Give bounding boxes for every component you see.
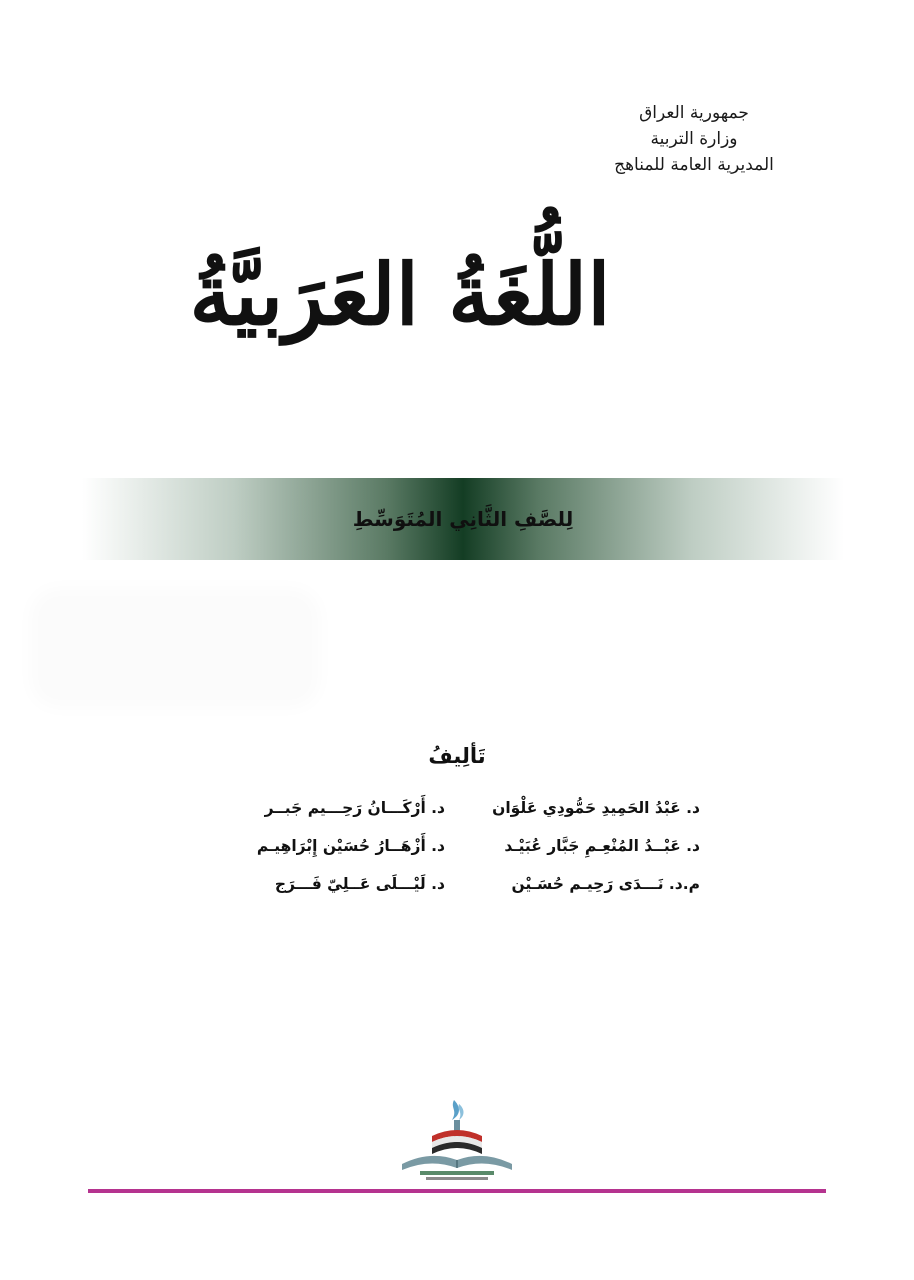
country-name: جمهورية العراق <box>639 103 749 123</box>
authors-list <box>220 795 700 897</box>
author-name: د. عَبْــدُ المُنْعِـمِ جَبَّار عُبَيْـد <box>504 837 700 855</box>
grade-band <box>82 478 844 560</box>
author-name: د. عَبْدُ الحَمِيدِ حَمُّودِي عَلْوَان <box>492 799 700 817</box>
book-title: اللُّغَةُ العَرَبيَّةُ <box>189 245 611 344</box>
grade-label: لِلصَّفِ الثَّانِي المُتَوَسِّطِ <box>352 507 574 531</box>
author-name: د. أَزْهَــارُ حُسَيْن إِبْرَاهِيـم <box>256 837 445 855</box>
authors-heading: تَألِيفُ <box>428 744 486 768</box>
author-name: د. أَرْكَـــانُ رَحِـــيم جَبــر <box>264 799 445 817</box>
ministry-name: وزارة التربية <box>650 129 738 149</box>
ministry-curriculum-logo-icon <box>392 1094 522 1184</box>
directorate-name: المديرية العامة للمناهج <box>614 155 774 175</box>
issuer-header <box>544 100 844 178</box>
author-name: م.د. نَـــدَى رَحِيـم حُسَـيْن <box>511 875 700 893</box>
bottom-divider <box>88 1189 826 1193</box>
author-name: د. لَيْـــلَى عَــلِيّ فَـــرَج <box>274 875 445 893</box>
faded-area <box>40 598 310 698</box>
